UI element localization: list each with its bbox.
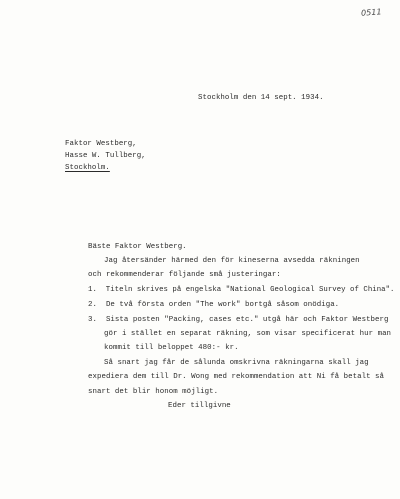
list-item-3-cont-1: gör i stället en separat räkning, som visar specificerat hur man <box>104 330 392 338</box>
list-item-3: 3. Sista posten "Packing, cases etc." utgå här och Faktor Westberg <box>88 316 389 324</box>
list-item-2: 2. De två första orden "The work" bortgå såsom onödiga. <box>88 301 340 309</box>
list-item-3-cont-2: kommit till beloppet 480:- kr. <box>104 344 239 352</box>
recipient-name: Faktor Westberg, <box>65 140 137 148</box>
list-item-1: 1. Titeln skrives på engelska "National Geological Survey of China". <box>88 286 395 294</box>
body-line-closing-2: expediera dem till Dr. Wong med rekommendation att Ni få betalt så <box>88 373 385 381</box>
body-line-2: och rekommenderar följande små justeringar: <box>88 271 281 279</box>
closing: Eder tillgivne <box>168 402 231 410</box>
salutation: Bäste Faktor Westberg. <box>88 243 187 251</box>
body-line-closing-1: Så snart jag får de sålunda omskrivna räkningarna skall jag <box>104 359 369 367</box>
recipient-city: Stockholm. <box>65 164 110 172</box>
recipient-company: Hasse W. Tullberg, <box>65 152 146 160</box>
body-line-closing-3: snart det blir honom möjligt. <box>88 388 219 396</box>
body-line-1: Jag återsänder härmed den för kineserna avsedda räkningen <box>104 257 360 265</box>
page-number: 0511 <box>361 7 383 18</box>
date-line: Stockholm den 14 sept. 1934. <box>198 94 324 102</box>
